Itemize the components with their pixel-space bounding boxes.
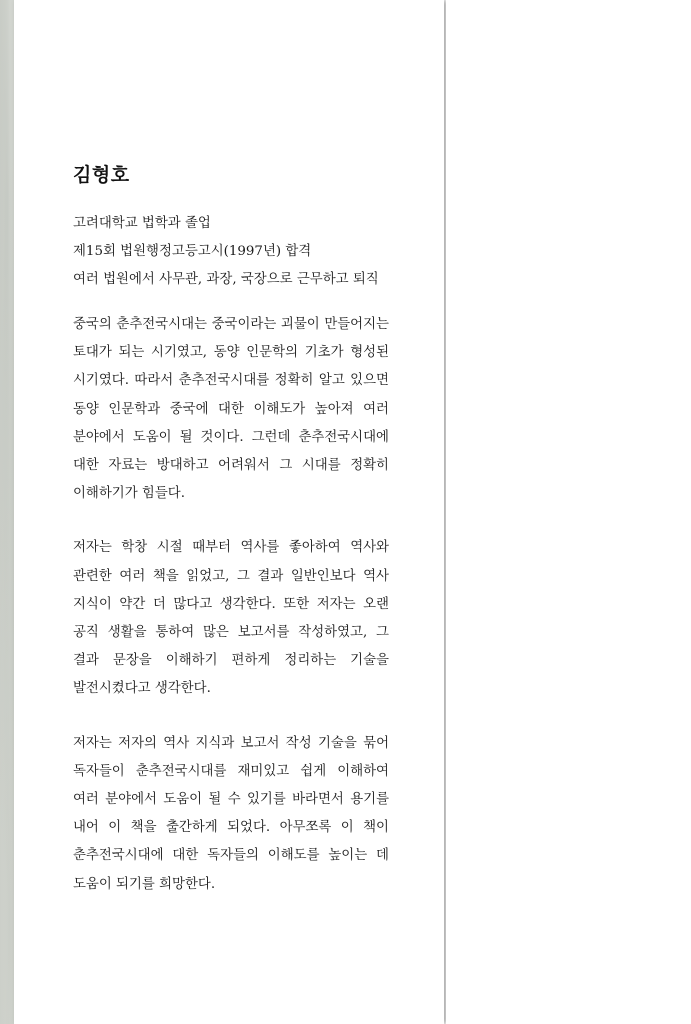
paragraph-purpose: 저자는 저자의 역사 지식과 보고서 작성 기술을 묶어 독자들이 춘추전국시대를 재미있고 쉽게 이해하여 여러 분야에서 도움이 될 수 있기를 바라면서 용기를 내어 이 책을 출간하게 되었다. 아무쪼록 이 책이 춘추전국시대에 대한 독자들의 이해도를 높이는 데 도움이 되기를 희망한다. [73,735,389,892]
bio-line-exam: 제15회 법원행정고등고시(1997년) 합격 [73,244,312,259]
paragraph-intro: 중국의 춘추전국시대는 중국이라는 괴물이 만들어지는 토대가 되는 시기였고, 동양 인문학의 기초가 형성된 시기였다. 따라서 춘추전국시대를 정확히 알고 있으면 동양 인문학과 중국에 대한 이해도가 높아져 여러 분야에서 도움이 될 것이다. 그런데 춘추전국시대에 대한 자료는 방대하고 어려워서 그 시대를 정확히 이해하기가 힘들다. [73,317,389,502]
author-name: 김형호 [73,164,130,186]
bio-line-education: 고려대학교 법학과 졸업 [73,216,211,231]
author-introduction [73,311,389,925]
bio-line-career: 여러 법원에서 사무관, 과장, 국장으로 근무하고 퇴직 [73,272,379,287]
blank-area [446,0,691,1024]
paragraph-background: 저자는 학창 시절 때부터 역사를 좋아하여 역사와 관련한 여러 책을 읽었고, 그 결과 일반인보다 역사 지식이 약간 더 많다고 생각한다. 또한 저자는 오랜 공직 생활을 통하여 많은 보고서를 작성하였고, 그 결과 문장을 이해하기 편하게 정리하는 기술을 발전시켰다고 생각한다. [73,540,389,697]
author-bio [73,210,393,294]
